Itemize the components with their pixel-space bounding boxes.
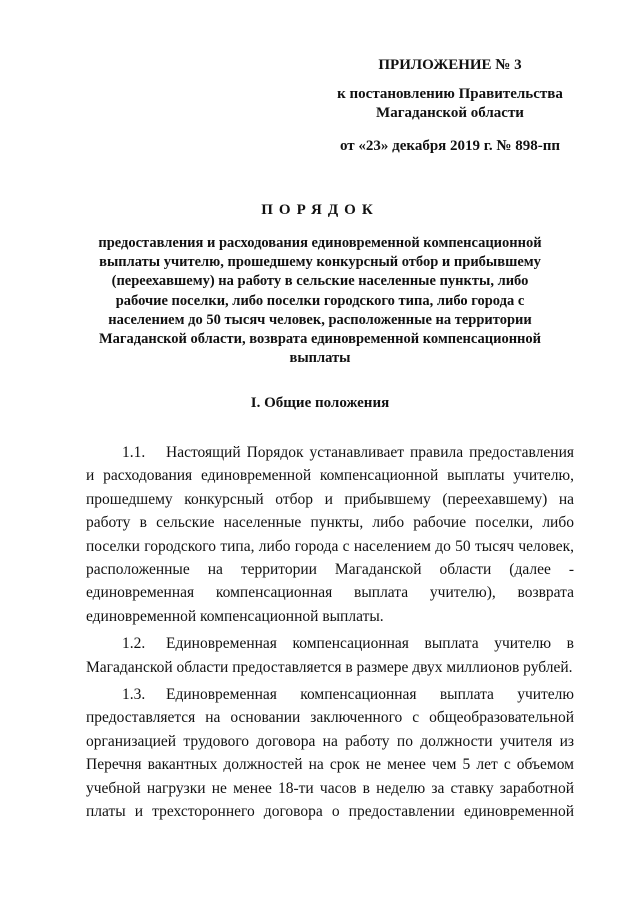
paragraph-1-3 xyxy=(86,683,574,823)
paragraph-number: 1.1. xyxy=(122,444,146,461)
paragraph-1-1 xyxy=(86,441,574,628)
document-subtitle: предоставления и расходования единовременной компенсационной выплаты учителю, прошедшему конкурсный отбор и прибывшему (переехавшему) на работу в сельские населенные пункты, либо рабочие поселки, либо поселки городского типа, либо города с населением до 50 тысяч человек, расположенные на территории Магаданской области, возврата единовременной компенсационной выплаты xyxy=(98,235,542,367)
appendix-date: от «23» декабря 2019 г. № 898-пп xyxy=(339,138,560,154)
paragraph-text: Единовременная компенсационная выплата учителю предоставляется на основании заключенного с общеобразовательной организацией трудового договора на работу по должности учителя из Перечня вакантных должностей на срок не менее чем 5 лет с объемом учебной нагрузки не менее 18-ти часов в неделю за ставку заработной платы и трехстороннего договора о предоставлении единовременной xyxy=(86,686,574,821)
appendix-title: ПРИЛОЖЕНИЕ № 3 xyxy=(378,57,522,73)
appendix-line-2: Магаданской области xyxy=(376,105,524,121)
document-heading: ПОРЯДОК xyxy=(261,202,379,218)
appendix-block xyxy=(300,56,600,156)
paragraph-number: 1.2. xyxy=(122,635,146,653)
paragraph-text: Единовременная компенсационная выплата учителю в Магаданской области предоставляется в размере двух миллионов рублей. xyxy=(86,635,574,676)
paragraph-number: 1.3. xyxy=(122,686,146,704)
appendix-line-1: к постановлению Правительства xyxy=(337,86,563,102)
section-title: I. Общие положения xyxy=(250,395,390,411)
paragraph-1-2 xyxy=(86,632,574,679)
document-body xyxy=(86,441,574,824)
paragraph-text: Настоящий Порядок устанавливает правила предоставления и расходования единовременной компенсационной выплаты учителю, прошедшему конкурсный отбор и прибывшему (переехавшему) на работу в сельские населенные пункты, либо рабочие поселки, либо поселки городского типа, либо города с населением до 50 тысяч человек, расположенные на территории Магаданской области (далее - единовременная компенсационная выплата учителю), возврата единовременной компенсационной выплаты. xyxy=(86,444,574,625)
